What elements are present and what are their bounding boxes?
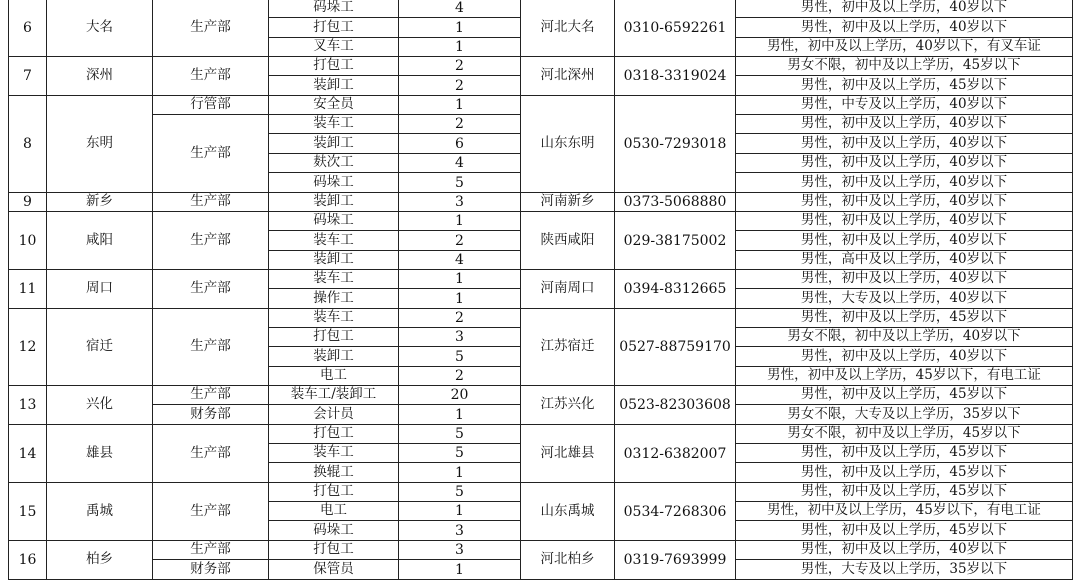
grid-line-horizontal — [268, 520, 521, 521]
grid-line-horizontal — [735, 346, 1073, 347]
requirement: 男女不限，初中及以上学历，40岁以下 — [787, 328, 1021, 345]
requirement: 男性，初中及以上学历，40岁以下 — [800, 347, 1008, 364]
phone-number: 0310-6592261 — [623, 19, 727, 36]
job-title: 保管员 — [313, 560, 354, 577]
job-title: 安全员 — [313, 96, 354, 113]
grid-line-vertical — [398, 0, 399, 580]
headcount: 5 — [455, 484, 464, 500]
headcount: 2 — [455, 368, 464, 384]
phone-number: 0312-6382007 — [623, 445, 727, 462]
city-name: 大名 — [86, 18, 113, 35]
job-title: 打包工 — [313, 483, 354, 500]
headcount: 2 — [455, 77, 464, 94]
headcount: 4 — [455, 155, 464, 171]
grid-line-horizontal — [268, 172, 521, 173]
city-name: 东明 — [86, 135, 113, 152]
headcount: 1 — [455, 503, 464, 519]
headcount: 4 — [455, 252, 464, 268]
requirement: 男性，中专及以上学历，40岁以下 — [800, 96, 1008, 113]
grid-line-horizontal — [735, 37, 1073, 38]
job-title: 打包工 — [313, 425, 354, 442]
job-title: 装车工 — [313, 115, 354, 132]
location: 河北大名 — [540, 18, 595, 35]
grid-line-horizontal — [735, 443, 1073, 444]
city-name: 雄县 — [86, 444, 113, 461]
headcount: 5 — [455, 174, 464, 191]
grid-line-horizontal — [268, 75, 521, 76]
phone-number: 0527-88759170 — [619, 339, 731, 355]
grid-line-horizontal — [735, 404, 1073, 405]
grid-line-horizontal — [8, 579, 1073, 580]
grid-line-vertical — [152, 0, 153, 580]
requirement: 男女不限，大专及以上学历，35岁以下 — [787, 405, 1021, 422]
job-title: 打包工 — [313, 328, 354, 345]
phone-number: 0319-7693999 — [623, 552, 727, 568]
headcount: 2 — [455, 116, 464, 132]
grid-line-vertical — [614, 0, 615, 580]
requirement: 男性，初中及以上学历，40岁以下 — [800, 212, 1008, 229]
requirement: 男女不限，初中及以上学历，45岁以下 — [787, 425, 1021, 442]
phone-number: 0394-8312665 — [623, 281, 727, 297]
job-title: 电工 — [320, 502, 347, 519]
grid-line-horizontal — [735, 114, 1073, 115]
grid-line-horizontal — [735, 462, 1073, 463]
city-name: 新乡 — [86, 193, 113, 210]
phone-number: 0318-3319024 — [623, 68, 727, 84]
job-title: 装卸工 — [313, 76, 354, 93]
phone-number: 029-38175002 — [623, 232, 727, 249]
grid-line-vertical — [520, 0, 521, 580]
location: 河南周口 — [540, 280, 595, 297]
headcount: 1 — [455, 19, 464, 36]
phone-number: 0530-7293018 — [623, 136, 727, 152]
grid-line-horizontal — [268, 462, 521, 463]
grid-line-vertical — [8, 0, 9, 580]
headcount: 1 — [455, 406, 464, 423]
requirement: 男性，大专及以上学历，35岁以下 — [800, 560, 1008, 577]
grid-line-vertical — [46, 0, 47, 580]
grid-line-horizontal — [268, 37, 521, 38]
headcount: 1 — [455, 561, 464, 578]
grid-line-horizontal — [152, 559, 269, 560]
grid-line-horizontal — [268, 114, 521, 115]
department: 生产部 — [190, 338, 231, 355]
city-name: 宿迁 — [86, 338, 113, 355]
city-name: 深州 — [86, 67, 113, 84]
job-title: 打包工 — [313, 57, 354, 74]
job-title: 操作工 — [313, 289, 354, 306]
row-number: 11 — [18, 281, 37, 297]
grid-line-horizontal — [268, 443, 521, 444]
row-number: 15 — [18, 503, 37, 520]
location: 河南新乡 — [540, 193, 595, 210]
requirement: 男性，初中及以上学历，40岁以下 — [800, 154, 1008, 171]
department: 财务部 — [190, 405, 231, 422]
requirement: 男性，初中及以上学历，40岁以下 — [800, 193, 1008, 210]
grid-line-horizontal — [268, 133, 521, 134]
location: 江苏宿迁 — [540, 338, 595, 355]
headcount: 1 — [455, 213, 464, 229]
grid-line-horizontal — [735, 288, 1073, 289]
department: 生产部 — [190, 541, 231, 558]
requirement: 男性，初中及以上学历，45岁以下 — [800, 386, 1008, 403]
headcount: 1 — [455, 271, 464, 287]
grid-line-vertical — [1072, 0, 1073, 580]
grid-line-horizontal — [735, 75, 1073, 76]
headcount: 3 — [455, 522, 464, 539]
requirement: 男性，初中及以上学历，40岁以下 — [800, 541, 1008, 558]
requirement: 男性，初中及以上学历，40岁以下 — [800, 0, 1008, 16]
department: 生产部 — [190, 144, 231, 161]
headcount: 6 — [455, 135, 464, 152]
headcount: 1 — [455, 39, 464, 55]
row-number: 6 — [23, 19, 32, 36]
department: 财务部 — [190, 560, 231, 577]
grid-line-horizontal — [735, 501, 1073, 502]
requirement: 男性，初中及以上学历，40岁以下 — [800, 231, 1008, 248]
grid-line-horizontal — [268, 366, 521, 367]
grid-line-horizontal — [735, 133, 1073, 134]
headcount: 1 — [455, 290, 464, 307]
job-title: 装卸工 — [313, 347, 354, 364]
phone-number: 0373-5068880 — [623, 194, 727, 210]
grid-line-vertical — [268, 0, 269, 580]
location: 河北雄县 — [540, 444, 595, 461]
requirement: 男性，初中及以上学历，40岁以下 — [800, 115, 1008, 132]
requirement: 男性，初中及以上学历，45岁以下 — [800, 463, 1008, 480]
job-title: 会计员 — [313, 405, 354, 422]
requirement: 男女不限，初中及以上学历，45岁以下 — [787, 57, 1021, 74]
grid-line-horizontal — [152, 404, 269, 405]
row-number: 14 — [18, 445, 37, 462]
department: 生产部 — [190, 67, 231, 84]
requirement: 男性，初中及以上学历，45岁以下 — [800, 309, 1008, 326]
job-title: 装车工 — [313, 444, 354, 461]
row-number: 16 — [18, 552, 37, 568]
location: 山东禹城 — [540, 502, 595, 519]
headcount: 3 — [455, 542, 464, 558]
city-name: 兴化 — [86, 396, 113, 413]
grid-line-horizontal — [268, 404, 521, 405]
job-title: 装车工 — [313, 309, 354, 326]
grid-line-horizontal — [268, 501, 521, 502]
requirement: 男性，大专及以上学历，40岁以下 — [800, 289, 1008, 306]
headcount: 5 — [455, 445, 464, 461]
job-title: 装卸工 — [313, 193, 354, 210]
grid-line-horizontal — [735, 153, 1073, 154]
location: 河北深州 — [540, 67, 595, 84]
requirement: 男性，初中及以上学历，45岁以下 — [800, 483, 1008, 500]
requirement: 男性，高中及以上学历，40岁以下 — [800, 251, 1008, 268]
headcount: 20 — [450, 387, 469, 403]
department: 行管部 — [190, 96, 231, 113]
job-title: 打包工 — [313, 18, 354, 35]
grid-line-horizontal — [735, 17, 1073, 18]
department: 生产部 — [190, 18, 231, 35]
city-name: 周口 — [86, 280, 113, 297]
headcount: 5 — [455, 426, 464, 442]
grid-line-horizontal — [735, 230, 1073, 231]
grid-line-horizontal — [735, 559, 1073, 560]
headcount: 1 — [455, 97, 464, 113]
department: 生产部 — [190, 280, 231, 297]
row-number: 8 — [23, 136, 32, 152]
job-title: 装车工 — [313, 231, 354, 248]
job-title: 叉车工 — [313, 38, 354, 55]
department: 生产部 — [190, 444, 231, 461]
job-title: 装车工 — [313, 270, 354, 287]
grid-line-horizontal — [268, 346, 521, 347]
headcount: 4 — [455, 0, 464, 16]
grid-line-horizontal — [735, 327, 1073, 328]
job-title: 码垛工 — [313, 212, 354, 229]
requirement: 男性，初中及以上学历，45岁以下 — [800, 76, 1008, 93]
grid-line-horizontal — [268, 153, 521, 154]
headcount: 2 — [455, 232, 464, 249]
requirement: 男性，初中及以上学历，40岁以下，有叉车证 — [767, 38, 1041, 55]
headcount: 1 — [455, 464, 464, 481]
city-name: 咸阳 — [86, 231, 113, 248]
job-title: 电工 — [320, 367, 347, 384]
row-number: 9 — [23, 194, 32, 210]
grid-line-horizontal — [268, 17, 521, 18]
department: 生产部 — [190, 193, 231, 210]
headcount: 3 — [455, 194, 464, 210]
grid-line-horizontal — [735, 366, 1073, 367]
requirement: 男性，初中及以上学历，40岁以下 — [800, 173, 1008, 190]
job-title: 码垛工 — [313, 173, 354, 190]
headcount: 2 — [455, 310, 464, 326]
row-number: 10 — [18, 232, 37, 249]
department: 生产部 — [190, 502, 231, 519]
row-number: 7 — [23, 68, 32, 84]
headcount: 2 — [455, 58, 464, 74]
department: 生产部 — [190, 386, 231, 403]
job-title: 码垛工 — [313, 0, 354, 16]
job-title: 装卸工 — [313, 134, 354, 151]
location: 河北柏乡 — [540, 551, 595, 568]
location: 江苏兴化 — [540, 396, 595, 413]
job-title: 装卸工 — [313, 251, 354, 268]
requirement: 男性，初中及以上学历，40岁以下 — [800, 134, 1008, 151]
job-title: 麸次工 — [313, 154, 354, 171]
grid-line-horizontal — [735, 250, 1073, 251]
city-name: 禹城 — [86, 502, 113, 519]
grid-line-horizontal — [268, 230, 521, 231]
grid-line-horizontal — [268, 288, 521, 289]
grid-line-horizontal — [268, 559, 521, 560]
requirement: 男性，初中及以上学历，45岁以下 — [800, 444, 1008, 461]
headcount: 5 — [455, 348, 464, 365]
requirement: 男性，初中及以上学历，45岁以下，有电工证 — [767, 502, 1041, 519]
job-title: 换辊工 — [313, 463, 354, 480]
requirement: 男性，初中及以上学历，40岁以下 — [800, 270, 1008, 287]
grid-line-vertical — [735, 0, 736, 580]
requirement: 男性，初中及以上学历，40岁以下 — [800, 18, 1008, 35]
requirement: 男性，初中及以上学历，45岁以下 — [800, 521, 1008, 538]
row-number: 12 — [18, 339, 37, 355]
row-number: 13 — [18, 397, 37, 413]
job-title: 打包工 — [313, 541, 354, 558]
headcount: 3 — [455, 329, 464, 345]
grid-line-horizontal — [268, 327, 521, 328]
grid-line-horizontal — [735, 172, 1073, 173]
location: 山东东明 — [540, 135, 595, 152]
job-title: 码垛工 — [313, 521, 354, 538]
requirement: 男性，初中及以上学历，45岁以下，有电工证 — [767, 367, 1041, 384]
grid-line-horizontal — [152, 114, 269, 115]
department: 生产部 — [190, 231, 231, 248]
location: 陕西咸阳 — [540, 231, 595, 248]
city-name: 柏乡 — [86, 551, 113, 568]
grid-line-horizontal — [268, 250, 521, 251]
phone-number: 0523-82303608 — [619, 397, 731, 413]
phone-number: 0534-7268306 — [623, 503, 727, 520]
grid-line-horizontal — [735, 520, 1073, 521]
job-title: 装车工/装卸工 — [290, 386, 377, 403]
